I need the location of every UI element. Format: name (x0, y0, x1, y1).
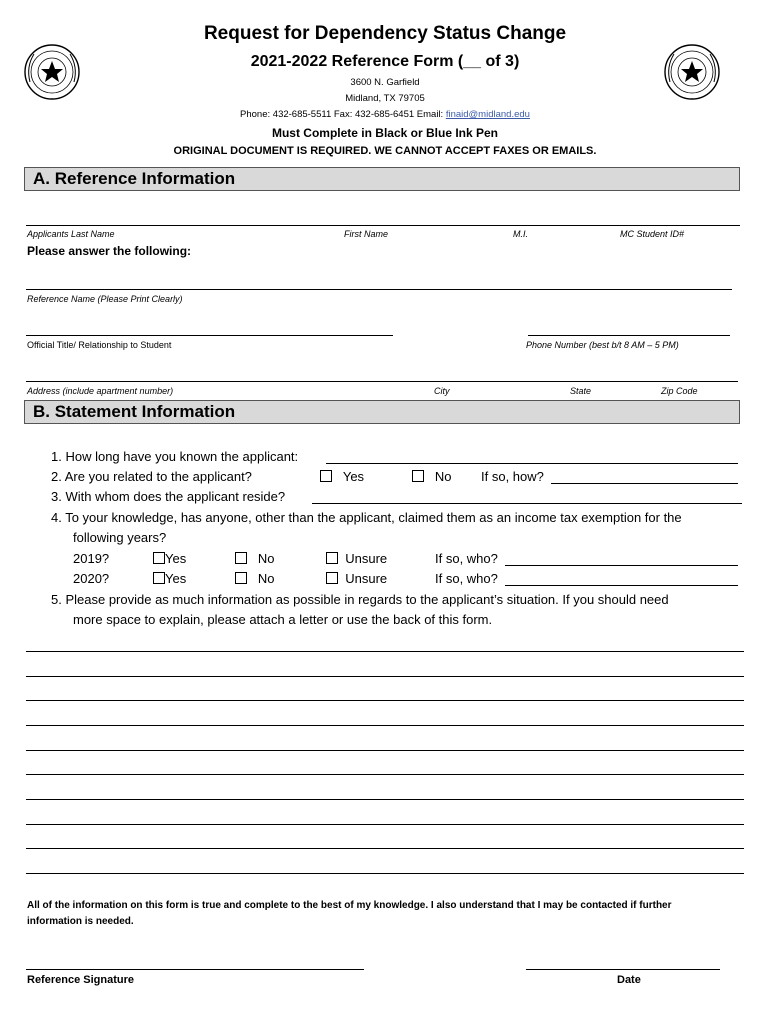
caption-address: Address (include apartment number) (27, 386, 174, 396)
caption-zip: Zip Code (661, 386, 698, 396)
answer-2-line[interactable] (551, 483, 738, 484)
phone-number-line[interactable] (528, 335, 730, 336)
caption-last-name: Applicants Last Name (27, 229, 115, 239)
y2019-unsure-checkbox[interactable] (326, 552, 338, 564)
caption-mi: M.I. (513, 229, 528, 239)
answer-2020-line[interactable] (505, 585, 738, 586)
section-a-heading: A. Reference Information (33, 169, 236, 188)
q2-no-label: No (434, 469, 452, 484)
date-line[interactable] (526, 969, 720, 970)
writing-line-1[interactable] (26, 651, 744, 652)
answer-2019-line[interactable] (505, 565, 738, 566)
contact-line (0, 109, 770, 120)
q2-if-how: If so, how? (481, 469, 544, 484)
applicant-name-line[interactable] (26, 225, 740, 226)
year-2020-label: 2020? (73, 571, 110, 586)
y2020-yes-label: Yes (165, 571, 187, 586)
question-2: 2. Are you related to the applicant? (51, 469, 252, 484)
y2019-no-checkbox[interactable] (235, 552, 247, 564)
caption-city: City (434, 386, 450, 396)
question-4-line-1: 4. To your knowledge, has anyone, other than the applicant, claimed them as an income tax exemption for the (51, 510, 682, 525)
question-1: 1. How long have you known the applicant: (51, 449, 299, 464)
official-title-line[interactable] (26, 335, 393, 336)
form-title: Request for Dependency Status Change (203, 23, 567, 44)
writing-line-3[interactable] (26, 700, 744, 701)
q2-yes-label: Yes (342, 469, 365, 484)
y2019-yes-label: Yes (165, 551, 187, 566)
y2020-no-option[interactable] (235, 571, 274, 586)
y2020-if-who: If so, who? (435, 571, 498, 586)
caption-state: State (570, 386, 592, 396)
form-subtitle: 2021-2022 Reference Form (__ of 3) (250, 53, 520, 70)
reference-name-line[interactable] (26, 289, 732, 290)
writing-line-8[interactable] (26, 824, 744, 825)
question-5-line-1: 5. Please provide as much information as possible in regards to the applicant’s situation. If you should need (51, 592, 669, 607)
q2-yes-checkbox[interactable] (320, 470, 332, 482)
signature-line[interactable] (26, 969, 364, 970)
address-line[interactable] (26, 381, 738, 382)
signature-label: Reference Signature (27, 974, 134, 986)
caption-official-title: Official Title/ Relationship to Student (27, 340, 172, 350)
address-line-1: 3600 N. Garfield (350, 77, 420, 88)
certification-statement-2: information is needed. (27, 916, 134, 927)
question-3: 3. With whom does the applicant reside? (51, 489, 286, 504)
answer-3-line[interactable] (312, 503, 742, 504)
writing-line-6[interactable] (26, 774, 744, 775)
certification-statement-1: All of the information on this form is true and complete to the best of my knowledge. I also understand that I may be contacted if further (27, 900, 672, 911)
writing-line-9[interactable] (26, 848, 744, 849)
section-b-heading: B. Statement Information (33, 402, 236, 421)
writing-line-5[interactable] (26, 750, 744, 751)
contact-prefix: Phone: 432-685-5511 Fax: 432-685-6451 Email: (240, 109, 446, 120)
address-line-2: Midland, TX 79705 (345, 93, 425, 104)
y2019-unsure-label: Unsure (345, 551, 388, 566)
section-b-header (24, 400, 740, 424)
date-label: Date (617, 974, 641, 986)
caption-student-id: MC Student ID# (620, 229, 685, 239)
caption-phone: Phone Number (best b/t 8 AM – 5 PM) (526, 340, 679, 350)
section-a-header (24, 167, 740, 191)
writing-line-4[interactable] (26, 725, 744, 726)
y2019-no-option[interactable] (235, 551, 274, 566)
question-5-line-2: more space to explain, please attach a letter or use the back of this form. (73, 612, 493, 627)
question-4-line-2: following years? (73, 530, 167, 545)
writing-line-7[interactable] (26, 799, 744, 800)
y2020-unsure-option[interactable] (326, 571, 387, 586)
y2019-yes-option[interactable] (153, 551, 186, 566)
q2-no-checkbox[interactable] (412, 470, 424, 482)
y2020-yes-checkbox[interactable] (153, 572, 165, 584)
y2020-unsure-checkbox[interactable] (326, 572, 338, 584)
y2020-no-checkbox[interactable] (235, 572, 247, 584)
q2-no-option[interactable] (412, 469, 451, 484)
caption-first-name: First Name (344, 229, 389, 239)
caption-reference-name: Reference Name (Please Print Clearly) (27, 294, 183, 304)
y2019-yes-checkbox[interactable] (153, 552, 165, 564)
writing-line-10[interactable] (26, 873, 744, 874)
answer-1-line[interactable] (326, 463, 738, 464)
year-2019-label: 2019? (73, 551, 110, 566)
y2019-unsure-option[interactable] (326, 551, 387, 566)
writing-line-2[interactable] (26, 676, 744, 677)
please-answer-prompt: Please answer the following: (27, 244, 192, 258)
y2020-unsure-label: Unsure (345, 571, 388, 586)
y2020-yes-option[interactable] (153, 571, 186, 586)
y2020-no-label: No (257, 571, 275, 586)
q2-yes-option[interactable] (320, 469, 364, 484)
ink-note: Must Complete in Black or Blue Ink Pen (271, 126, 499, 140)
email-link[interactable]: finaid@midland.edu (445, 109, 530, 120)
y2019-no-label: No (257, 551, 275, 566)
original-note: ORIGINAL DOCUMENT IS REQUIRED. WE CANNOT ACCEPT FAXES OR EMAILS. (173, 145, 597, 157)
y2019-if-who: If so, who? (435, 551, 498, 566)
